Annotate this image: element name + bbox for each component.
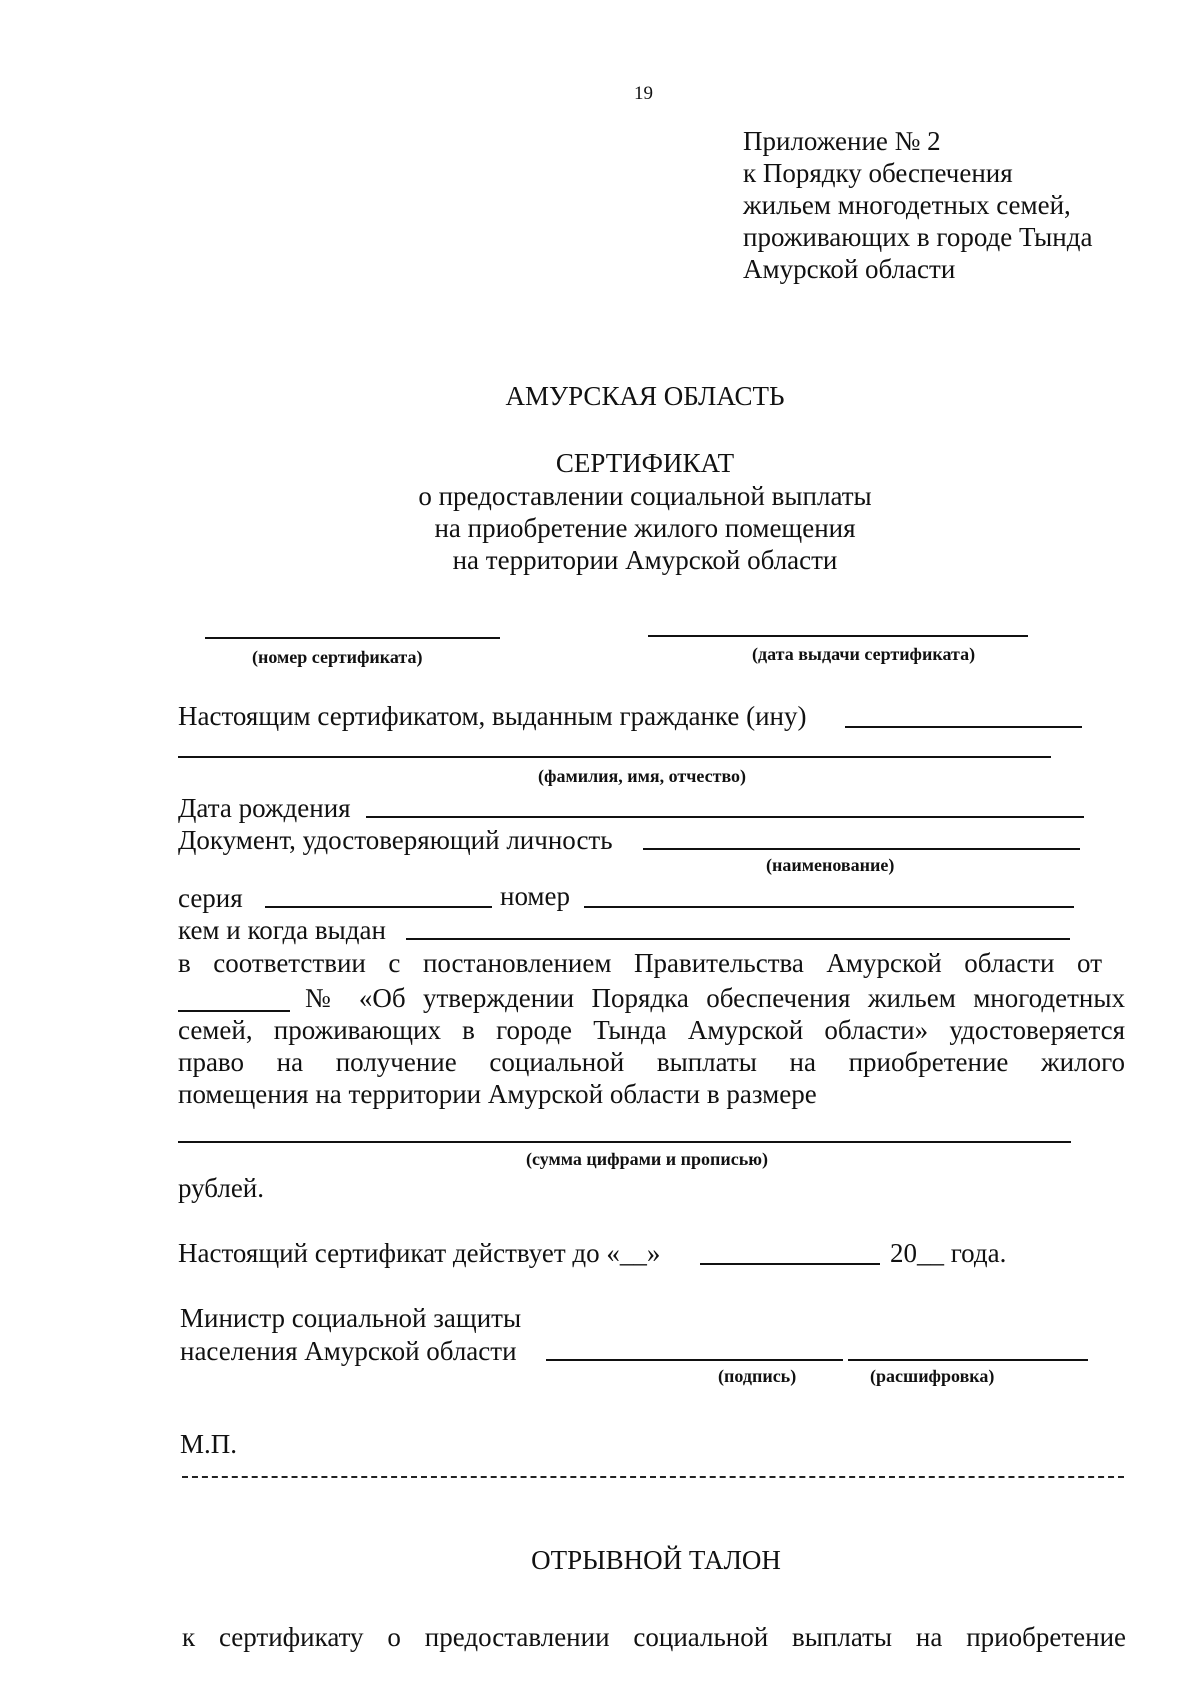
paragraph-line-3: семей, проживающих в городе Тында Амурской области» удостоверяется [178,1015,1125,1045]
valid-until-year: 20__ года. [890,1238,1007,1268]
subtitle-line: на приобретение жилого помещения [434,513,856,543]
birth-date-label: Дата рождения [178,793,351,823]
issued-to-field[interactable] [845,726,1082,728]
birth-date-field[interactable] [366,816,1084,818]
rubles-label: рублей. [178,1173,265,1203]
fio-caption: (фамилия, имя, отчество) [538,766,747,786]
id-document-label: Документ, удостоверяющий личность [178,825,613,855]
annex-line: Приложение № 2 [743,126,941,156]
tear-off-text: к сертификату о предоставлении социальной выплаты на приобретение [182,1622,1126,1652]
issue-date-caption: (дата выдачи сертификата) [752,644,976,664]
annex-line: Амурской области [743,254,956,284]
number-field[interactable] [584,906,1074,908]
fio-field[interactable] [178,756,1051,758]
id-document-field[interactable] [643,848,1080,850]
seal-label: М.П. [180,1429,238,1459]
page-number: 19 [634,83,653,104]
certificate-subtitle [0,480,1200,576]
minister-title-line1: Министр социальной защиты [180,1303,522,1333]
issue-date-field[interactable] [648,635,1028,637]
certificate-title: СЕРТИФИКАТ [555,448,735,478]
sum-field[interactable] [178,1141,1071,1143]
cert-number-field[interactable] [205,637,500,639]
signature-field[interactable] [546,1359,843,1361]
paragraph-line-1: в соответствии с постановлением Правительства Амурской области от [178,948,1102,978]
cert-number-caption: (номер сертификата) [252,647,423,667]
signature-caption: (подпись) [718,1366,797,1386]
paragraph-line-5: помещения на территории Амурской области в размере [178,1079,817,1109]
paragraph-line-2: № «Об утверждении Порядка обеспечения жильем многодетных [305,983,1125,1013]
valid-until-label: Настоящий сертификат действует до «__» [178,1238,661,1268]
tear-off-title: ОТРЫВНОЙ ТАЛОН [531,1545,781,1575]
annex-block [743,125,1092,285]
decoding-caption: (расшифровка) [870,1366,995,1386]
region-heading: АМУРСКАЯ ОБЛАСТЬ [505,381,785,411]
paragraph-line-4: право на получение социальной выплаты на приобретение жилого [178,1047,1125,1077]
tear-line [182,1476,1124,1478]
minister-title-line2: населения Амурской области [180,1336,517,1366]
number-label: номер [500,881,571,911]
issued-by-label: кем и когда выдан [178,915,386,945]
annex-line: проживающих в городе Тында [743,222,1093,252]
sum-caption: (сумма цифрами и прописью) [526,1149,768,1169]
subtitle-line: на территории Амурской области [452,545,838,575]
subtitle-line: о предоставлении социальной выплаты [418,481,872,511]
issued-to-label: Настоящим сертификатом, выданным гражданке (ину) [178,701,807,731]
annex-line: жильем многодетных семей, [743,190,1071,220]
series-field[interactable] [265,906,492,908]
resolution-date-field[interactable] [178,1010,290,1012]
doc-name-caption: (наименование) [766,855,895,875]
decoding-field[interactable] [848,1359,1088,1361]
valid-until-month-field[interactable] [700,1263,880,1265]
series-label: серия [178,883,243,913]
issued-by-field[interactable] [406,938,1070,940]
annex-line: к Порядку обеспечения [743,158,1013,188]
